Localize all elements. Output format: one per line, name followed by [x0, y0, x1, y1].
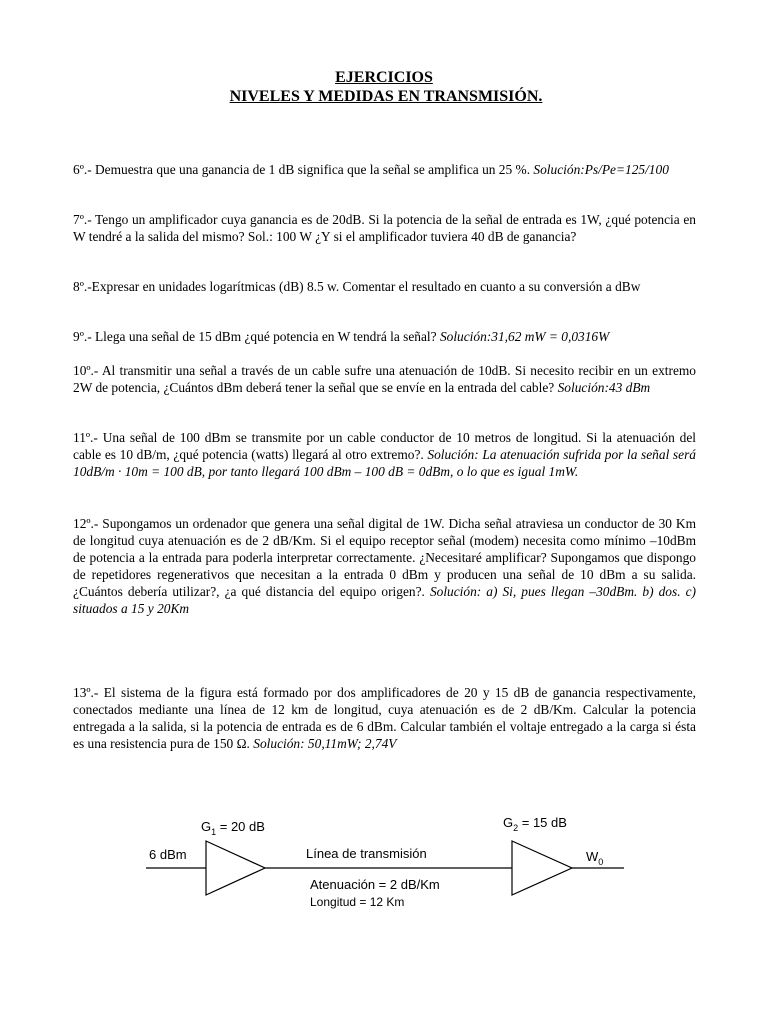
length-label: Longitud = 12 Km — [310, 895, 405, 909]
output-label: $W_0$ — [586, 849, 604, 867]
amplifier-1-symbol — [206, 841, 265, 895]
exercise-7 — [73, 211, 696, 245]
exercise-13 — [73, 684, 696, 752]
exercise-solution: Solución: La atenuación sufrida por la señal será 10dB/m · 10m = 100 dB, por tanto llegará 100 dBm – 100 dB = 0dBm, o lo que es igual 1mW. — [73, 447, 696, 479]
exercise-solution: Solución: a) Si, pues llegan –30dBm. b) dos. c) situados a 15 y 20Km — [73, 584, 696, 616]
exercise-solution: Solución:43 dBm — [557, 380, 651, 395]
exercise-12 — [73, 515, 696, 617]
exercise-solution: Solución: 50,11mW; 2,74V — [253, 736, 397, 751]
exercise-solution: Solución:31,62 mW = 0,0316W — [439, 329, 610, 344]
exercise-text: 7º.- Tengo un amplificador cuya ganancia es de 20dB. Si la potencia de la señal de entrada es 1W, ¿qué potencia en W tendré a la salida del mismo? Sol.: 100 W ¿Y si el amplificador tuviera 40 dB de ganancia? — [73, 212, 696, 244]
exercise-text: 8º.-Expresar en unidades logarítmicas (dB) 8.5 w. Comentar el resultado en cuanto a su conversión a dBw — [73, 279, 641, 294]
exercise-10 — [73, 362, 696, 396]
exercise-solution: Solución:Ps/Pe=125/100 — [533, 162, 669, 177]
exercise-text: 12º.- Supongamos un ordenador que genera una señal digital de 1W. Dicha señal atraviesa un conductor de 30 Km de longitud cuya atenuación es de 2 dB/Km. Si el equipo receptor señal (modem) necesita como mínimo –10dBm de potencia a la entrada para poderla interpretar correctamente. ¿Necesitaré amplificar? Supongamos que dispongo de repetidores regenerativos que necesitan a la entrada 0 dBm y producen una señal de 10 dBm a su salida. ¿Cuántos debería utilizar?, ¿a qué distancia del equipo origen?. — [73, 516, 696, 599]
g1-label: $G_1 = 20$ dB — [201, 819, 265, 837]
document-title: EJERCICIOS — [335, 69, 433, 86]
exercise-text: 13º.- El sistema de la figura está formado por dos amplificadores de 20 y 15 dB de ganancia respectivamente, conectados mediante una línea de 12 km de longitud, cuya atenuación es de 2 dB/Km. Calcular la potencia entregada a la salida, si la potencia de entrada es de 6 dBm. Calcular también el voltaje entregado a la carga si ésta es una resistencia pura de 150 Ω. — [73, 685, 696, 751]
exercise-text: 9º.- Llega una señal de 15 dBm ¿qué potencia en W tendrá la señal? — [73, 329, 440, 344]
input-level-label: 6 dBm — [149, 847, 187, 862]
exercise-text: 11º.- Una señal de 100 dBm se transmite por un cable conductor de 10 metros de longitud. Si la atenuación del cable es 10 dB/m, ¿qué potencia (watts) llegará al otro extremo?. — [73, 430, 696, 462]
document-subtitle: NIVELES Y MEDIDAS EN TRANSMISIÓN. — [229, 88, 543, 105]
exercise-9 — [73, 328, 696, 345]
g2-label: $G_2 = 15$ dB — [503, 815, 567, 833]
exercise-11 — [73, 429, 696, 480]
exercise-text: 10º.- Al transmitir una señal a través de un cable sufre una atenuación de 10dB. Si necesito recibir en un extremo 2W de potencia, ¿Cuántos dBm deberá tener la señal que se envíe en la entrada del cable? — [73, 363, 696, 395]
exercise-6 — [73, 161, 696, 178]
exercise-8 — [73, 278, 696, 295]
attenuation-label: Atenuación = 2 dB/Km — [310, 877, 440, 892]
amplifier-2-symbol — [512, 841, 572, 895]
amplifier-diagram — [0, 800, 768, 930]
exercise-text: 6º.- Demuestra que una ganancia de 1 dB significa que la señal se amplifica un 25 %. — [73, 162, 534, 177]
transmission-line-label: Línea de transmisión — [306, 846, 427, 861]
document-header — [0, 68, 768, 106]
